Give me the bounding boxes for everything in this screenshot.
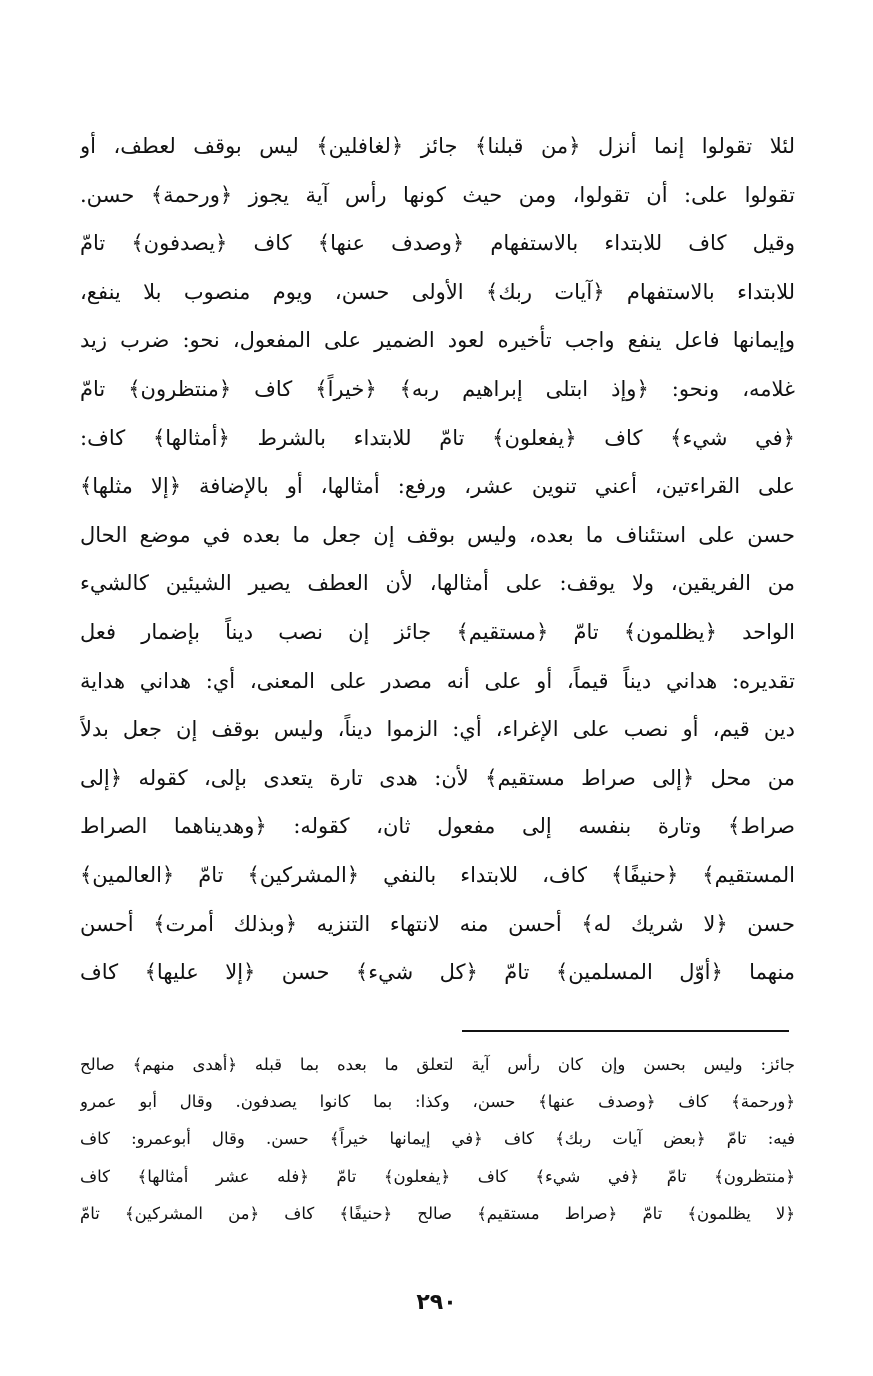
main-text-line: وإيمانها فاعل ينفع واجب تأخيره لعود الضمير على المفعول، نحو: ضرب زيد: [80, 328, 795, 353]
main-text-line: دين قيم، أو نصب على الإغراء، أي: الزموا ديناً، وليس بوقف إن جعل بدلاً: [80, 717, 795, 742]
main-text-line: للابتداء بالاستفهام ﴿آيات ربك﴾ الأولى حسن، ويوم منصوب بلا ينفع،: [80, 279, 795, 304]
main-text-line: من محل ﴿إلى صراط مستقيم﴾ لأن: هدى تارة يتعدى بإلى، كقوله ﴿إلى: [80, 765, 795, 790]
main-text-line: صراط﴾ وتارة بنفسه إلى مفعول ثان، كقوله: ﴿وهديناهما الصراط: [80, 814, 795, 839]
main-text-line: تقديره: هداني ديناً قيماً، أو على أنه مصدر على المعنى، أي: هداني هداية: [80, 668, 795, 693]
footnote-block: [80, 1046, 795, 1232]
main-text-line: من الفريقين، ولا يوقف: على أمثالها، لأن العطف يصير الشيئين كالشيء: [80, 571, 795, 596]
main-text-line: ﴿في شيء﴾ كاف ﴿يفعلون﴾ تامّ للابتداء بالشرط ﴿أمثالها﴾ كاف:: [80, 425, 795, 450]
main-text-line: على القراءتين، أعني تنوين عشر، ورفع: أمثالها، أو بالإضافة ﴿إلا مثلها﴾: [80, 474, 795, 499]
main-text-line: منهما ﴿أوّل المسلمين﴾ تامّ ﴿كل شيء﴾ حسن ﴿إلا عليها﴾ كاف: [80, 960, 795, 985]
main-text-line: غلامه، ونحو: ﴿وإذ ابتلى إبراهيم ربه﴾ ﴿خيراً﴾ كاف ﴿منتظرون﴾ تامّ: [80, 376, 795, 401]
main-text-line: وقيل كاف للابتداء بالاستفهام ﴿وصدف عنها﴾ كاف ﴿يصدفون﴾ تامّ: [80, 231, 795, 256]
main-text-line: تقولوا على: أن تقولوا، ومن حيث كونها رأس آية يجوز ﴿ورحمة﴾ حسن.: [80, 182, 795, 207]
page-number: ٢٩٠: [416, 1290, 457, 1315]
main-text-line: حسن ﴿لا شريك له﴾ أحسن منه لانتهاء التنزيه ﴿وبذلك أمرت﴾ أحسن: [80, 911, 795, 936]
main-text-line: حسن على استئناف ما بعده، وليس بوقف إن جعل ما بعده في موضع الحال: [80, 522, 795, 547]
footnote-line: ﴿منتظرون﴾ تامّ ﴿في شيء﴾ كاف ﴿يفعلون﴾ تامّ ﴿فله عشر أمثالها﴾ كاف: [80, 1166, 795, 1186]
footnote-line: جائز: وليس بحسن وإن كان رأس آية لتعلق ما بعده بما قبله ﴿أهدى منهم﴾ صالح: [80, 1055, 795, 1074]
footnote-line: فيه: تامّ ﴿بعض آيات ربك﴾ كاف ﴿في إيمانها خيراً﴾ حسن. وقال أبوعمرو: كاف: [80, 1129, 795, 1149]
footnote-line: ﴿ورحمة﴾ كاف ﴿وصدف عنها﴾ حسن، وكذا: بما كانوا يصدفون. وقال أبو عمرو: [80, 1092, 795, 1112]
main-text-line: لئلا تقولوا إنما أنزل ﴿من قبلنا﴾ جائز ﴿لغافلين﴾ ليس بوقف لعطف، أو: [80, 134, 795, 158]
main-text-line: الواحد ﴿يظلمون﴾ تامّ ﴿مستقيم﴾ جائز إن نصب ديناً بإضمار فعل: [80, 619, 795, 644]
main-text-line: المستقيم﴾ ﴿حنيفًا﴾ كاف، للابتداء بالنفي ﴿المشركين﴾ تامّ ﴿العالمين﴾: [80, 862, 795, 887]
footnote-separator: [462, 1030, 789, 1032]
main-text-block: [80, 122, 795, 997]
footnote-line: ﴿لا يظلمون﴾ تامّ ﴿صراط مستقيم﴾ صالح ﴿حنيفًا﴾ كاف ﴿من المشركين﴾ تامّ: [80, 1203, 795, 1223]
